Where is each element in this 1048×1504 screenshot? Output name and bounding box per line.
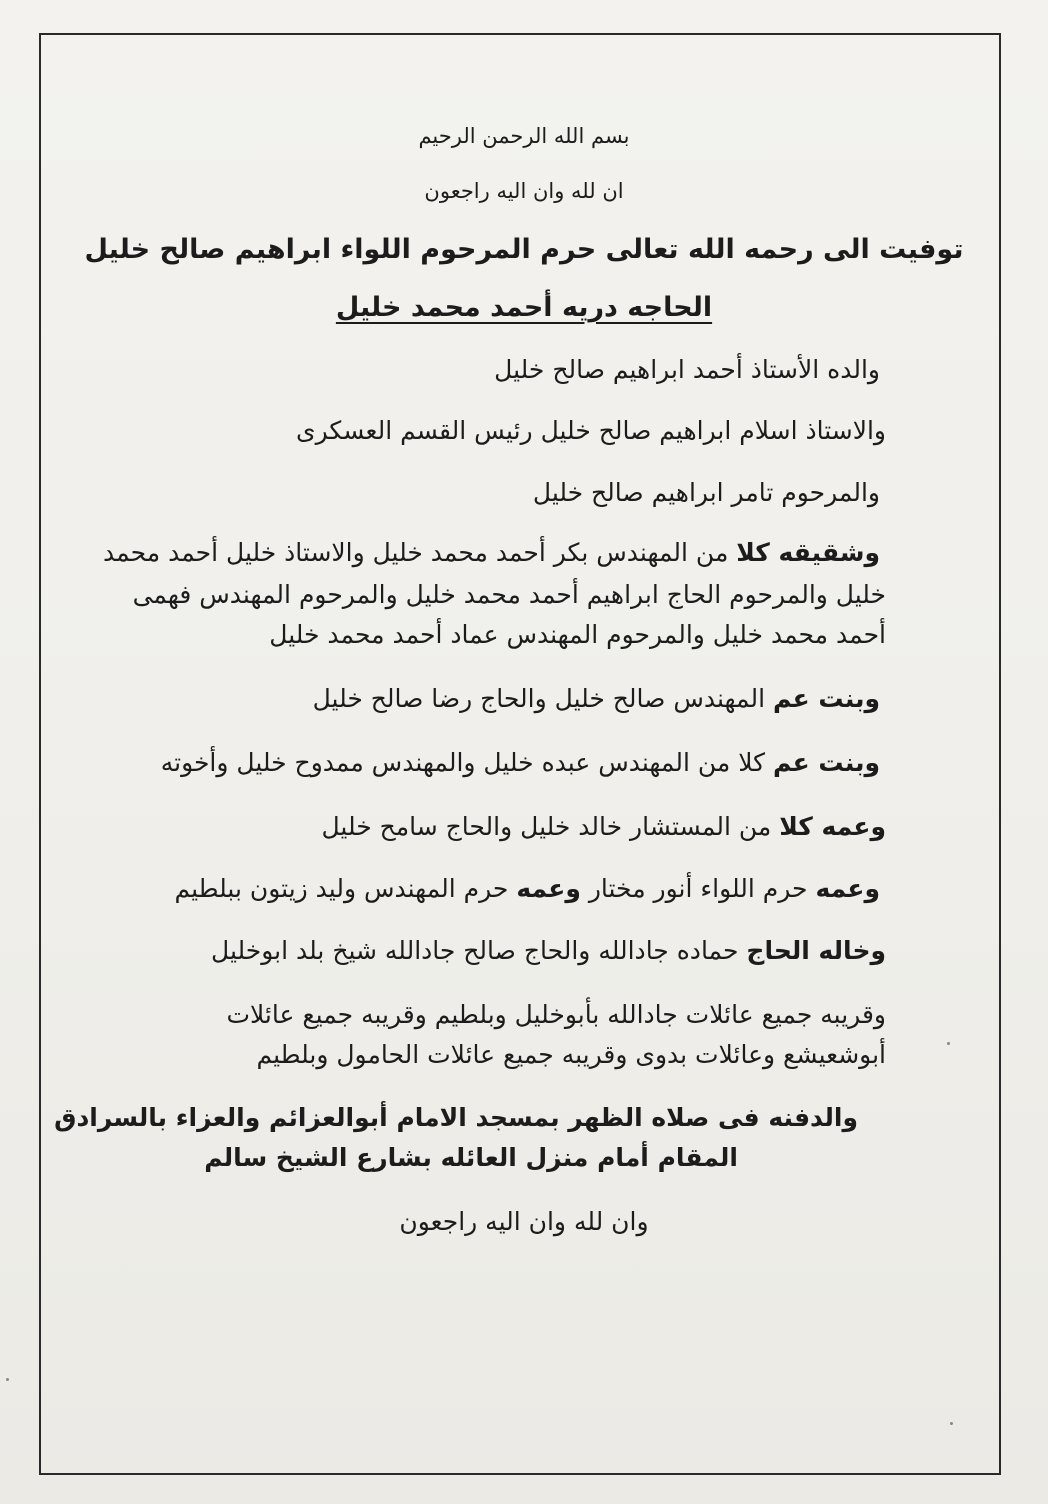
relation-text: من المستشار خالد خليل والحاج سامح خليل [321,812,780,841]
relative-line: وقريبه جميع عائلات جادالله بأبوخليل وبلطيم وقريبه جميع عائلات [226,1000,886,1029]
closing-verse: وان لله وان اليه راجعون [399,1207,649,1236]
speck-mark [947,1042,950,1045]
relation-text: حرم اللواء أنور مختار [580,874,816,903]
relative-line: أبوشعيشع وعائلات بدوى وقريبه جميع عائلات الحامول وبلطيم [256,1040,886,1069]
relative-paragraph [211,936,886,966]
relation-lead: وشقيقه كلا [736,538,880,567]
relative-line: والمرحوم تامر ابراهيم صالح خليل [532,478,880,507]
relative-line: والاستاذ اسلام ابراهيم صالح خليل رئيس القسم العسكرى [296,416,886,445]
speck-mark [6,1378,9,1381]
relation-text: حرم المهندس وليد زيتون ببلطيم [174,874,517,903]
relation-text: من المهندس بكر أحمد محمد خليل والاستاذ خليل أحمد محمد [103,538,737,567]
relative-paragraph [161,748,880,778]
relation-lead: وخاله الحاج [746,936,886,965]
relation-lead: وبنت عم [773,684,880,713]
relation-lead: وعمه [815,874,880,903]
relation-lead: وبنت عم [773,748,880,777]
relative-paragraph [321,812,886,842]
speck-mark [950,1422,953,1425]
relation-text: المهندس صالح خليل والحاج رضا صالح خليل [312,684,774,713]
basmala: بسم الله الرحمن الرحيم [418,124,630,148]
relative-paragraph [174,874,880,904]
relative-paragraph [313,684,880,714]
relation-text: حماده جادالله والحاج صالح جادالله شيخ بلد ابوخليل [211,936,747,965]
relation-lead: وعمه كلا [779,812,886,841]
relation-lead: وعمه [516,874,581,903]
relative-paragraph [103,538,880,568]
burial-details: والدفنه فى صلاه الظهر بمسجد الامام أبوالعزائم والعزاء بالسرادق [54,1103,858,1132]
relation-text: كلا من المهندس عبده خليل والمهندس ممدوح خليل وأخوته [160,748,774,777]
headline: توفيت الى رحمه الله تعالى حرم المرحوم اللواء ابراهيم صالح خليل [84,234,964,265]
relative-line: أحمد محمد خليل والمرحوم المهندس عماد أحمد محمد خليل [269,620,886,649]
relative-line: خليل والمرحوم الحاج ابراهيم أحمد محمد خليل والمرحوم المهندس فهمى [132,580,886,609]
relative-line: والده الأستاذ أحمد ابراهيم صالح خليل [494,355,880,384]
burial-details: المقام أمام منزل العائله بشارع الشيخ سالم [204,1143,738,1172]
opening-verse: ان لله وان اليه راجعون [424,179,624,203]
deceased-name: الحاجه دريه أحمد محمد خليل [335,292,713,323]
